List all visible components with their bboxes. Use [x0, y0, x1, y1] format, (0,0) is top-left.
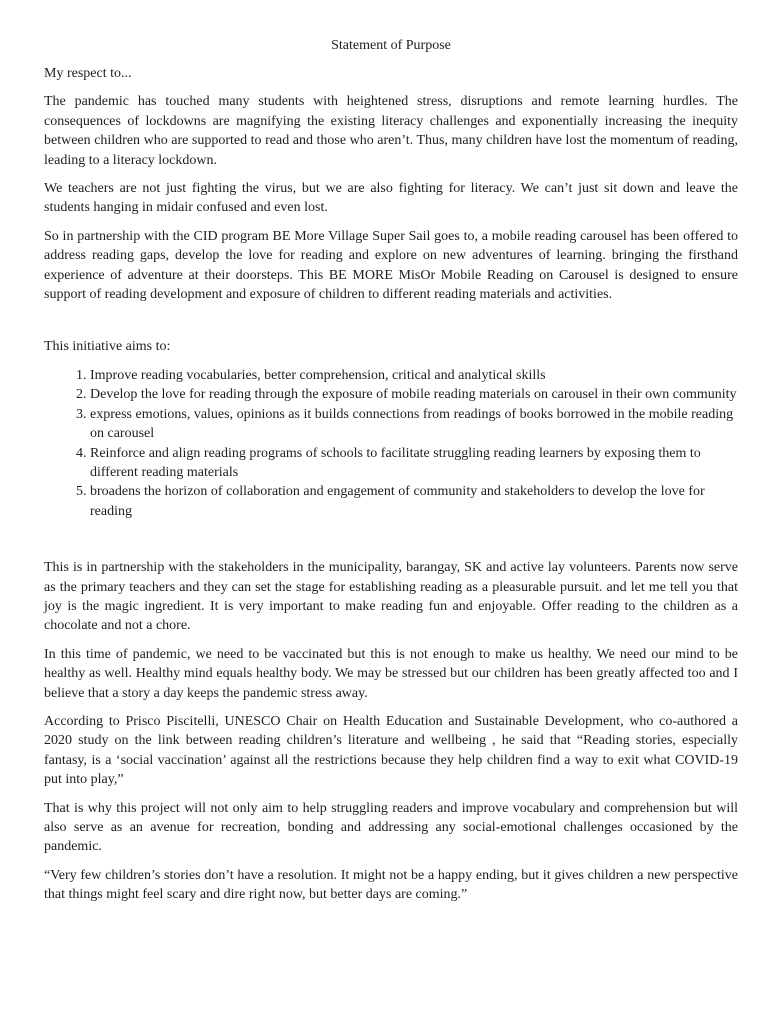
paragraph-partnership-carousel: So in partnership with the CID program BE More Village Super Sail goes to, a mobile reading carousel has been offered to address reading gaps, develop the love for reading and explore on new adventures of learning. bringing the firsthand experience of adventure at their doorsteps. This BE MORE MisOr Mobile Reading on Carousel is designed to ensure support of reading development and exposure of children to different reading materials and activities.	[44, 228, 738, 303]
paragraph-pandemic-impact: The pandemic has touched many students with heightened stress, disruptions and remote learning hurdles. The consequences of lockdowns are magnifying the existing literacy challenges and exponentially increasing the inequity between children who are supported to read and those who aren’t. Thus, many children have lost the momentum of reading, leading to a literacy lockdown.	[44, 94, 738, 168]
list-item: 1. Improve reading vocabularies, better comprehension, critical and analytical skills	[90, 366, 738, 385]
list-item: 5. broadens the horizon of collaboration and engagement of community and stakeholders to develop the love for reading	[90, 482, 738, 521]
list-item: 2. Develop the love for reading through the exposure of mobile reading materials on carousel in their own community	[90, 385, 738, 404]
paragraph-stakeholders: This is in partnership with the stakeholders in the municipality, barangay, SK and active lay volunteers. Parents now serve as the primary teachers and they can set the stage for establishing reading as a pleasurable pursuit. and let me tell you that joy is the magic ingredient. It is very important to make reading fun and enjoyable. Offer reading to the children as a chocolate and not a chore.	[44, 560, 738, 634]
paragraph-project-goals: That is why this project will not only aim to help struggling readers and improve vocabulary and comprehension but will also serve as an avenue for recreation, bonding and addressing any social-emotional challenges occasioned by the pandemic.	[44, 800, 738, 855]
paragraph-fighting-for-literacy: We teachers are not just fighting the virus, but we are also fighting for literacy. We can’t just sit down and leave the students hanging in midair confused and even lost.	[44, 181, 738, 216]
list-item: 4. Reinforce and align reading programs of schools to facilitate struggling reading learners by exposing them to different reading materials	[90, 444, 738, 483]
document-title: Statement of Purpose	[331, 38, 451, 53]
paragraph-healthy-mind: In this time of pandemic, we need to be vaccinated but this is not enough to make us healthy. We need our mind to be healthy as well. Healthy mind equals healthy body. We may be stressed but our children has been greatly affected too and I believe that a story a day keeps the pandemic stress away.	[44, 646, 738, 701]
aims-intro: This initiative aims to:	[44, 339, 171, 355]
salutation: My respect to...	[44, 66, 132, 81]
paragraph-piscitelli-quote: According to Prisco Piscitelli, UNESCO Chair on Health Education and Sustainable Development, who co-authored a 2020 study on the link between reading children’s literature and wellbeing , he said that “Reading stories, especially fantasy, is a ‘social vaccination’ against all the restrictions because they help children find a way to exit what COVID-19 put into play,”	[44, 713, 738, 788]
list-item: 3. express emotions, values, opinions as it builds connections from readings of books borrowed in the mobile reading on carousel	[90, 405, 738, 444]
aims-list	[44, 366, 738, 521]
paragraph-closing-quote: “Very few children’s stories don’t have a resolution. It might not be a happy ending, but it gives children a new perspective that things might feel scary and dire right now, but better days are coming.”	[44, 867, 738, 903]
